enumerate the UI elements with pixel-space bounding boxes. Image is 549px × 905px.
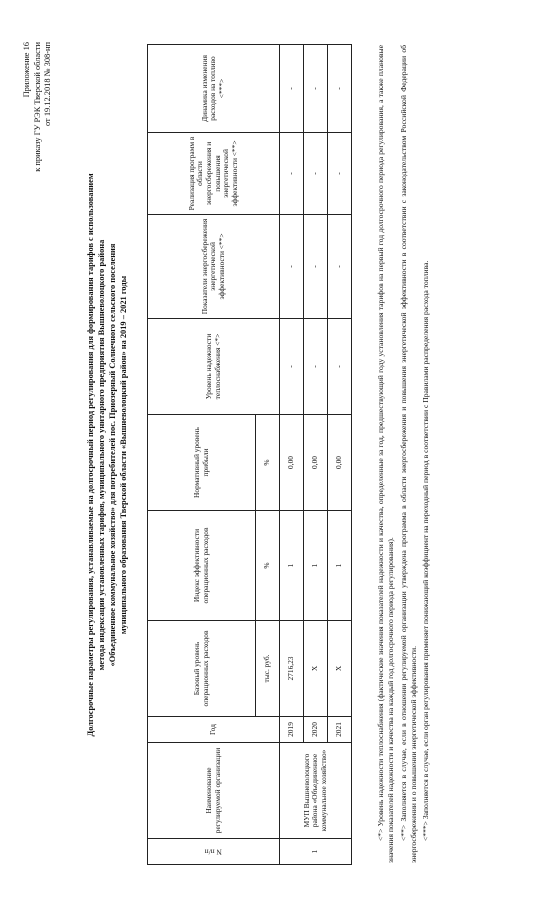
- unit-index: %: [256, 511, 280, 621]
- cell-fuel: -: [328, 45, 352, 133]
- header-num: N п/п: [148, 839, 280, 865]
- cell-reliability: -: [328, 319, 352, 415]
- table-header-row: [148, 45, 256, 865]
- cell-base: Х: [304, 621, 328, 717]
- header-fuel: Динамика изменения расходов на топливо <***>: [148, 45, 280, 133]
- unit-base: тыс. руб.: [256, 621, 280, 717]
- cell-reliability: -: [280, 319, 304, 415]
- cell-index: 1: [328, 511, 352, 621]
- document-title: [86, 115, 130, 795]
- appendix-order: к приказу ГУ РЭК Тверской области: [32, 42, 42, 172]
- cell-energy: -: [328, 215, 352, 319]
- header-reliability: Уровень надежности теплоснабжения <*>: [148, 319, 280, 415]
- appendix-header: [22, 42, 54, 172]
- cell-num: 1: [280, 839, 352, 865]
- cell-base: 2716,23: [280, 621, 304, 717]
- cell-base: Х: [328, 621, 352, 717]
- cell-program: -: [328, 133, 352, 215]
- header-org: Наименование регулируемой организации: [148, 743, 280, 839]
- parameters-table: [147, 44, 352, 865]
- cell-year: 2020: [304, 717, 328, 743]
- title-line-3: «Объединенное коммунальное хозяйство» для потребителей пос. Приозерный Солнечного сельского поселения: [107, 243, 117, 667]
- table-row: [280, 45, 304, 865]
- title-line-2: метода индексации установленных тарифов, муниципального унитарного предприятия Вышневолоцкого района: [96, 239, 106, 671]
- title-line-1: Долгосрочные параметры регулирования, устанавливаемые на долгосрочный период регулирования для формирования тарифов с использованием: [86, 173, 95, 737]
- table-row: [304, 45, 328, 865]
- cell-program: -: [304, 133, 328, 215]
- cell-profit: 0,00: [280, 415, 304, 511]
- unit-profit: %: [256, 415, 280, 511]
- cell-profit: 0,00: [328, 415, 352, 511]
- header-energy-indicators: Показатели энергосбережения энергетической эффективности <**>: [148, 215, 280, 319]
- header-index: Индекс эффективности операционных расходов: [148, 511, 256, 621]
- cell-org-name: МУП Вышневолоцкого района «Объединенное коммунальное хозяйство»: [280, 743, 352, 839]
- cell-energy: -: [304, 215, 328, 319]
- footnote-2: <**> Заполняется в случае, если в отношении регулируемой организации утверждена программа в области энергосбережения и повышения энергетической эффективности в соответствии с законодательством Российской Федерации об энергосбережении и о повышении энергетической эффективности.: [398, 45, 418, 863]
- header-year: Год: [148, 717, 280, 743]
- appendix-date: от 19.12.2018 № 308-нп: [43, 42, 52, 127]
- cell-year: 2021: [328, 717, 352, 743]
- cell-index: 1: [280, 511, 304, 621]
- appendix-number: Приложение 16: [22, 42, 31, 98]
- header-program: Реализация программ в области энергосбережения и повышения энергетической эффективности <**>: [148, 133, 280, 215]
- cell-profit: 0,00: [304, 415, 328, 511]
- footnote-1: <*> Уровень надежности теплоснабжения (фактические значения показателей надежности и качества, определенные за год, предшествующий году установления тарифов на первый год долгосрочного периода регулирования, а также плановые значения показателей надежности и качества на каждый год долгосрочного периода регулирования).: [376, 45, 396, 863]
- title-line-4: муниципального образования Тверской области «Вышневолоцкий район» на 2019 – 2021 годы: [118, 275, 128, 635]
- cell-fuel: -: [304, 45, 328, 133]
- cell-fuel: -: [280, 45, 304, 133]
- cell-program: -: [280, 133, 304, 215]
- cell-index: 1: [304, 511, 328, 621]
- cell-year: 2019: [280, 717, 304, 743]
- footnote-3: <***> Заполняется в случае, если орган регулирования применяет понижающий коэффициент на переходный период в соответствии с Правилами распределения расхода топлива.: [421, 260, 430, 841]
- cell-energy: -: [280, 215, 304, 319]
- header-base: Базовый уровень операционных расходов: [148, 621, 256, 717]
- header-profit: Нормативный уровень прибыли: [148, 415, 256, 511]
- cell-reliability: -: [304, 319, 328, 415]
- table-row: [328, 45, 352, 865]
- footnotes: [376, 45, 433, 863]
